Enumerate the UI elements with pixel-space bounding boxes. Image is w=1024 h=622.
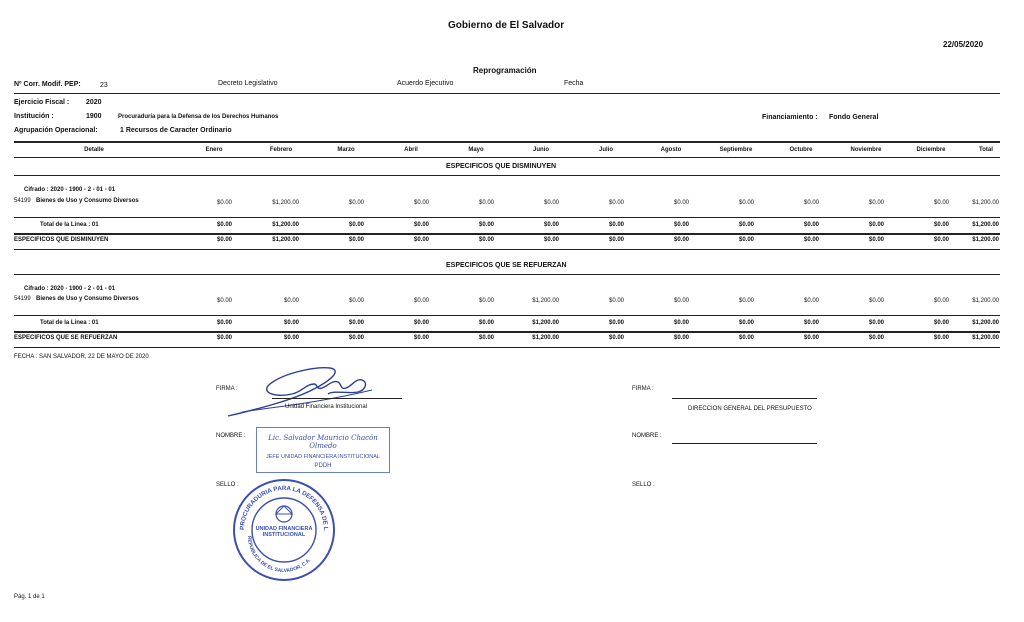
column-header: Septiembre xyxy=(719,147,753,153)
item-name: Bienes de Uso y Consumo Diversos xyxy=(36,198,139,204)
table-cell: $0.00 xyxy=(738,222,754,228)
table-cell: $0.00 xyxy=(413,222,429,228)
table-cell: $0.00 xyxy=(868,298,884,304)
section-total-label: ESPECIFICOS QUE DISMINUYEN xyxy=(14,237,109,243)
column-header: Noviembre xyxy=(850,147,882,153)
table-cell: $0.00 xyxy=(216,237,232,243)
table-cell: $0.00 xyxy=(413,298,429,304)
table-cell: $0.00 xyxy=(413,335,429,341)
table-cell: $0.00 xyxy=(868,237,884,243)
table-cell: $0.00 xyxy=(413,237,429,243)
item-code: 54199 xyxy=(14,198,31,204)
table-cell: $0.00 xyxy=(216,298,232,304)
table-cell: $0.00 xyxy=(216,222,232,228)
table-cell: $0.00 xyxy=(608,298,624,304)
table-cell: $0.00 xyxy=(803,237,819,243)
svg-text:PROCURADURIA PARA LA DEFENSA D xyxy=(230,476,329,531)
table-cell: $0.00 xyxy=(478,320,494,326)
table-cell: $0.00 xyxy=(348,222,364,228)
official-seal-stamp xyxy=(230,476,338,584)
column-header: Junio xyxy=(533,147,549,153)
table-cell: $1,200.00 xyxy=(972,335,999,341)
financiamiento-label: Financiamiento : xyxy=(762,114,818,121)
table-cell: $0.00 xyxy=(803,222,819,228)
firma-label-right: FIRMA : xyxy=(632,386,654,392)
table-cell: $0.00 xyxy=(608,320,624,326)
ejercicio-label: Ejercicio Fiscal : xyxy=(14,99,70,106)
name-line xyxy=(672,443,817,444)
divider xyxy=(14,249,1000,250)
table-row xyxy=(14,298,1000,310)
column-header: Octubre xyxy=(789,147,813,153)
nombre-label: NOMBRE : xyxy=(216,433,246,439)
table-cell: $1,200.00 xyxy=(532,298,559,304)
divider xyxy=(14,157,1000,158)
fecha-label: Fecha xyxy=(564,80,584,87)
table-cell: $1,200.00 xyxy=(272,222,299,228)
table-row xyxy=(14,200,1000,212)
divider xyxy=(14,93,1000,94)
agrupacion-value: 1 Recursos de Caracter Ordinario xyxy=(120,127,232,134)
line-total-label: Total de la Linea : 01 xyxy=(40,222,99,228)
acuerdo-label: Acuerdo Ejecutivo xyxy=(397,80,454,87)
section-title: ESPECIFICOS QUE DISMINUYEN xyxy=(446,163,557,170)
table-cell: $0.00 xyxy=(216,320,232,326)
divider xyxy=(14,331,1000,333)
table-cell: $0.00 xyxy=(216,200,232,206)
table-cell: $0.00 xyxy=(933,237,949,243)
column-header: Mayo xyxy=(468,147,484,153)
table-cell: $0.00 xyxy=(478,335,494,341)
divider xyxy=(14,141,1000,143)
table-cell: $1,200.00 xyxy=(972,298,999,304)
document-date: 22/05/2020 xyxy=(943,40,984,49)
divider xyxy=(14,217,1000,218)
seal-ring-text: PROCURADURIA PARA LA DEFENSA DE L xyxy=(238,484,330,531)
section-total-row xyxy=(14,335,1000,347)
table-cell: $0.00 xyxy=(933,222,949,228)
table-cell: $1,200.00 xyxy=(972,320,999,326)
table-cell: $0.00 xyxy=(933,200,949,206)
table-cell: $1,200.00 xyxy=(532,320,559,326)
seal-center-text: UNIDAD FINANCIERA INSTITUCIONAL xyxy=(255,526,313,539)
right-role: DIRECCION GENERAL DEL PRESUPUESTO xyxy=(688,406,812,412)
column-header: Diciembre xyxy=(916,147,946,153)
table-cell: $0.00 xyxy=(413,200,429,206)
table-cell: $0.00 xyxy=(478,222,494,228)
table-cell: $0.00 xyxy=(608,237,624,243)
item-name: Bienes de Uso y Consumo Diversos xyxy=(36,296,139,302)
table-cell: $1,200.00 xyxy=(532,335,559,341)
section-total-label: ESPECIFICOS QUE SE REFUERZAN xyxy=(14,335,118,341)
table-cell: $0.00 xyxy=(868,200,884,206)
decreto-label: Decreto Legislativo xyxy=(218,80,278,87)
divider xyxy=(14,274,1000,275)
table-cell: $0.00 xyxy=(803,298,819,304)
signature-line xyxy=(672,398,817,399)
table-cell: $0.00 xyxy=(738,335,754,341)
column-header: Marzo xyxy=(337,147,355,153)
table-cell: $0.00 xyxy=(608,200,624,206)
document-subtitle: Reprogramación xyxy=(473,66,537,75)
table-cell: $0.00 xyxy=(673,335,689,341)
cifrado-label: Cifrado : 2020 - 1900 - 2 - 01 - 01 xyxy=(24,187,116,193)
table-cell: $0.00 xyxy=(803,200,819,206)
table-cell: $0.00 xyxy=(348,320,364,326)
institucion-label: Institución : xyxy=(14,113,54,120)
section-total-row xyxy=(14,237,1000,249)
table-cell: $0.00 xyxy=(868,320,884,326)
table-cell: $0.00 xyxy=(348,200,364,206)
column-header: Detalle xyxy=(84,147,104,153)
seal-bottom-text: REPUBLICA DE EL SALVADOR, C.A. xyxy=(245,535,313,575)
divider xyxy=(14,233,1000,235)
table-cell: $0.00 xyxy=(933,298,949,304)
table-cell: $0.00 xyxy=(283,320,299,326)
left-role: Unidad Financiera Institucional xyxy=(285,404,368,410)
nombre-label-right: NOMBRE : xyxy=(632,433,662,439)
column-header: Total xyxy=(979,147,993,153)
table-cell: $0.00 xyxy=(933,335,949,341)
sello-label-right: SELLO : xyxy=(632,482,655,488)
table-cell: $0.00 xyxy=(673,222,689,228)
table-cell: $0.00 xyxy=(738,237,754,243)
column-header: Febrero xyxy=(269,147,293,153)
table-cell: $0.00 xyxy=(478,200,494,206)
table-cell: $0.00 xyxy=(413,320,429,326)
table-cell: $0.00 xyxy=(283,298,299,304)
table-cell: $0.00 xyxy=(216,335,232,341)
financiamiento-value: Fondo General xyxy=(829,114,879,121)
signature-image xyxy=(222,360,382,422)
column-header: Agosto xyxy=(660,147,682,153)
table-cell: $0.00 xyxy=(608,335,624,341)
document-title: Gobierno de El Salvador xyxy=(448,20,565,31)
firma-label: FIRMA : xyxy=(216,386,238,392)
column-header: Julio xyxy=(598,147,613,153)
table-cell: $0.00 xyxy=(738,298,754,304)
table-cell: $0.00 xyxy=(283,335,299,341)
institucion-code: 1900 xyxy=(86,113,102,120)
table-cell: $0.00 xyxy=(933,320,949,326)
table-cell: $0.00 xyxy=(478,237,494,243)
stamp-name: Lic. Salvador Mauricio Chacón Olmedo xyxy=(268,434,378,450)
table-cell: $1,200.00 xyxy=(972,237,999,243)
table-cell: $0.00 xyxy=(868,222,884,228)
item-code: 54199 xyxy=(14,296,31,302)
table-cell: $0.00 xyxy=(673,200,689,206)
ejercicio-value: 2020 xyxy=(86,99,102,106)
table-cell: $1,200.00 xyxy=(272,200,299,206)
column-header: Enero xyxy=(205,147,223,153)
table-cell: $1,200.00 xyxy=(972,222,999,228)
table-cell: $0.00 xyxy=(348,335,364,341)
page-number: Pág. 1 de 1 xyxy=(14,594,45,600)
table-cell: $0.00 xyxy=(738,200,754,206)
table-cell: $0.00 xyxy=(803,335,819,341)
table-cell: $0.00 xyxy=(543,222,559,228)
table-cell: $0.00 xyxy=(348,237,364,243)
divider xyxy=(14,315,1000,316)
section-title: ESPECIFICOS QUE SE REFUERZAN xyxy=(446,262,567,269)
column-headers xyxy=(14,147,1000,157)
corr-label: Nº Corr. Modif. PEP: xyxy=(14,81,81,88)
table-cell: $0.00 xyxy=(478,298,494,304)
table-cell: $0.00 xyxy=(738,320,754,326)
table-cell: $0.00 xyxy=(673,237,689,243)
table-cell: $0.00 xyxy=(868,335,884,341)
line-total-label: Total de la Linea : 01 xyxy=(40,320,99,326)
agrupacion-label: Agrupación Operacional: xyxy=(14,127,98,134)
table-cell: $1,200.00 xyxy=(972,200,999,206)
stamp-title: JEFE UNIDAD FINANCIERA INSTITUCIONAL xyxy=(266,454,380,460)
table-cell: $0.00 xyxy=(803,320,819,326)
divider xyxy=(14,347,1000,348)
stamp-org: PDDH xyxy=(314,463,332,469)
table-cell: $0.00 xyxy=(608,222,624,228)
column-header: Abril xyxy=(404,147,418,153)
institucion-name: Procuraduría para la Defensa de los Derechos Humanos xyxy=(118,114,279,120)
corr-value: 23 xyxy=(100,82,108,89)
table-cell: $0.00 xyxy=(543,200,559,206)
table-cell: $0.00 xyxy=(543,237,559,243)
cifrado-label: Cifrado : 2020 - 1900 - 2 - 01 - 01 xyxy=(24,286,116,292)
fecha-line: FECHA : SAN SALVADOR, 22 DE MAYO DE 2020 xyxy=(14,354,149,360)
sello-label: SELLO : xyxy=(216,482,239,488)
signature-line xyxy=(272,398,402,399)
name-stamp xyxy=(256,427,390,473)
table-cell: $0.00 xyxy=(348,298,364,304)
table-cell: $0.00 xyxy=(673,298,689,304)
table-cell: $1,200.00 xyxy=(272,237,299,243)
divider xyxy=(14,175,1000,176)
table-cell: $0.00 xyxy=(673,320,689,326)
